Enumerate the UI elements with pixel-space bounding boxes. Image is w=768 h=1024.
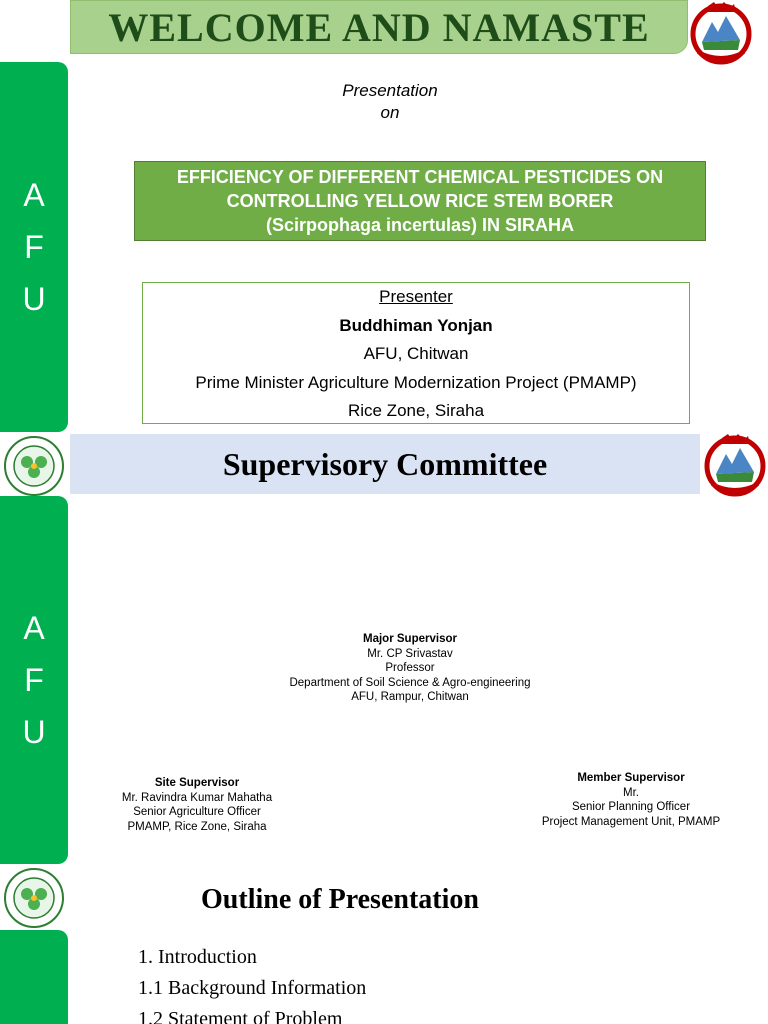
major-supervisor-line: Professor <box>385 662 435 674</box>
presenter-line: Prime Minister Agriculture Modernization Project (PMAMP) <box>195 372 637 392</box>
outline-item: 1.2 Statement of Problem <box>138 1008 343 1024</box>
presenter-box <box>142 282 690 424</box>
site-supervisor-line: Mr. Ravindra Kumar Mahatha <box>121 791 273 804</box>
sidebar-letter: U <box>22 281 46 317</box>
member-supervisor-heading: Member Supervisor <box>577 772 685 784</box>
site-supervisor-line: Senior Agriculture Officer <box>133 806 261 818</box>
presenter-line: AFU, Chitwan <box>363 344 469 363</box>
welcome-banner <box>70 0 688 54</box>
member-supervisor <box>520 771 742 829</box>
sidebar-letter: F <box>24 662 44 698</box>
committee-title: Supervisory Committee <box>222 445 548 482</box>
site-supervisor <box>92 776 302 834</box>
topic-line: (Scirpophaga incertulas) IN SIRAHA <box>265 215 575 235</box>
on-text: on <box>380 103 400 122</box>
committee-banner <box>70 434 700 494</box>
major-supervisor-line: AFU, Rampur, Chitwan <box>351 691 469 703</box>
member-supervisor-line: Project Management Unit, PMAMP <box>541 815 721 828</box>
site-supervisor-line: PMAMP, Rice Zone, Siraha <box>127 820 267 833</box>
presenter-heading: Presenter <box>379 287 453 306</box>
presenter-name: Buddhiman Yonjan <box>339 315 493 335</box>
major-supervisor <box>250 632 570 705</box>
topic-line: CONTROLLING YELLOW RICE STEM BORER <box>226 191 614 211</box>
sidebar-afu <box>0 930 68 1024</box>
sidebar-afu <box>0 496 68 864</box>
sidebar-letter: A <box>23 610 45 646</box>
sidebar-letter: A <box>23 177 45 213</box>
welcome-title: WELCOME AND NAMASTE <box>108 4 650 50</box>
nepal-emblem-icon <box>688 0 754 66</box>
outline-item: 1.1 Background Information <box>138 977 367 999</box>
afu-logo-icon <box>3 435 65 497</box>
nepal-emblem-icon <box>702 432 768 498</box>
presentation-on-label <box>300 80 480 124</box>
afu-logo-icon <box>3 867 65 929</box>
major-supervisor-line: Mr. CP Srivastav <box>367 647 453 660</box>
sidebar-letter: U <box>22 714 46 750</box>
sidebar-afu <box>0 62 68 432</box>
major-supervisor-heading: Major Supervisor <box>363 633 457 645</box>
outline-item: 1. Introduction <box>138 946 257 968</box>
presentation-text: Presentation <box>342 81 438 100</box>
outline-title: Outline of Presentation <box>201 884 479 915</box>
member-supervisor-line: Mr. <box>623 786 639 799</box>
slide-outline <box>0 864 768 1024</box>
major-supervisor-line: Department of Soil Science & Agro-engineering <box>289 676 531 689</box>
site-supervisor-heading: Site Supervisor <box>154 777 240 789</box>
slide-supervisory-committee <box>0 432 768 864</box>
topic-box <box>134 161 706 241</box>
sidebar-letter: F <box>24 229 44 265</box>
member-supervisor-line: Senior Planning Officer <box>571 801 691 813</box>
slide-welcome <box>0 0 768 432</box>
topic-line: EFFICIENCY OF DIFFERENT CHEMICAL PESTICIDES ON <box>176 167 664 187</box>
presenter-line: Rice Zone, Siraha <box>347 401 485 420</box>
